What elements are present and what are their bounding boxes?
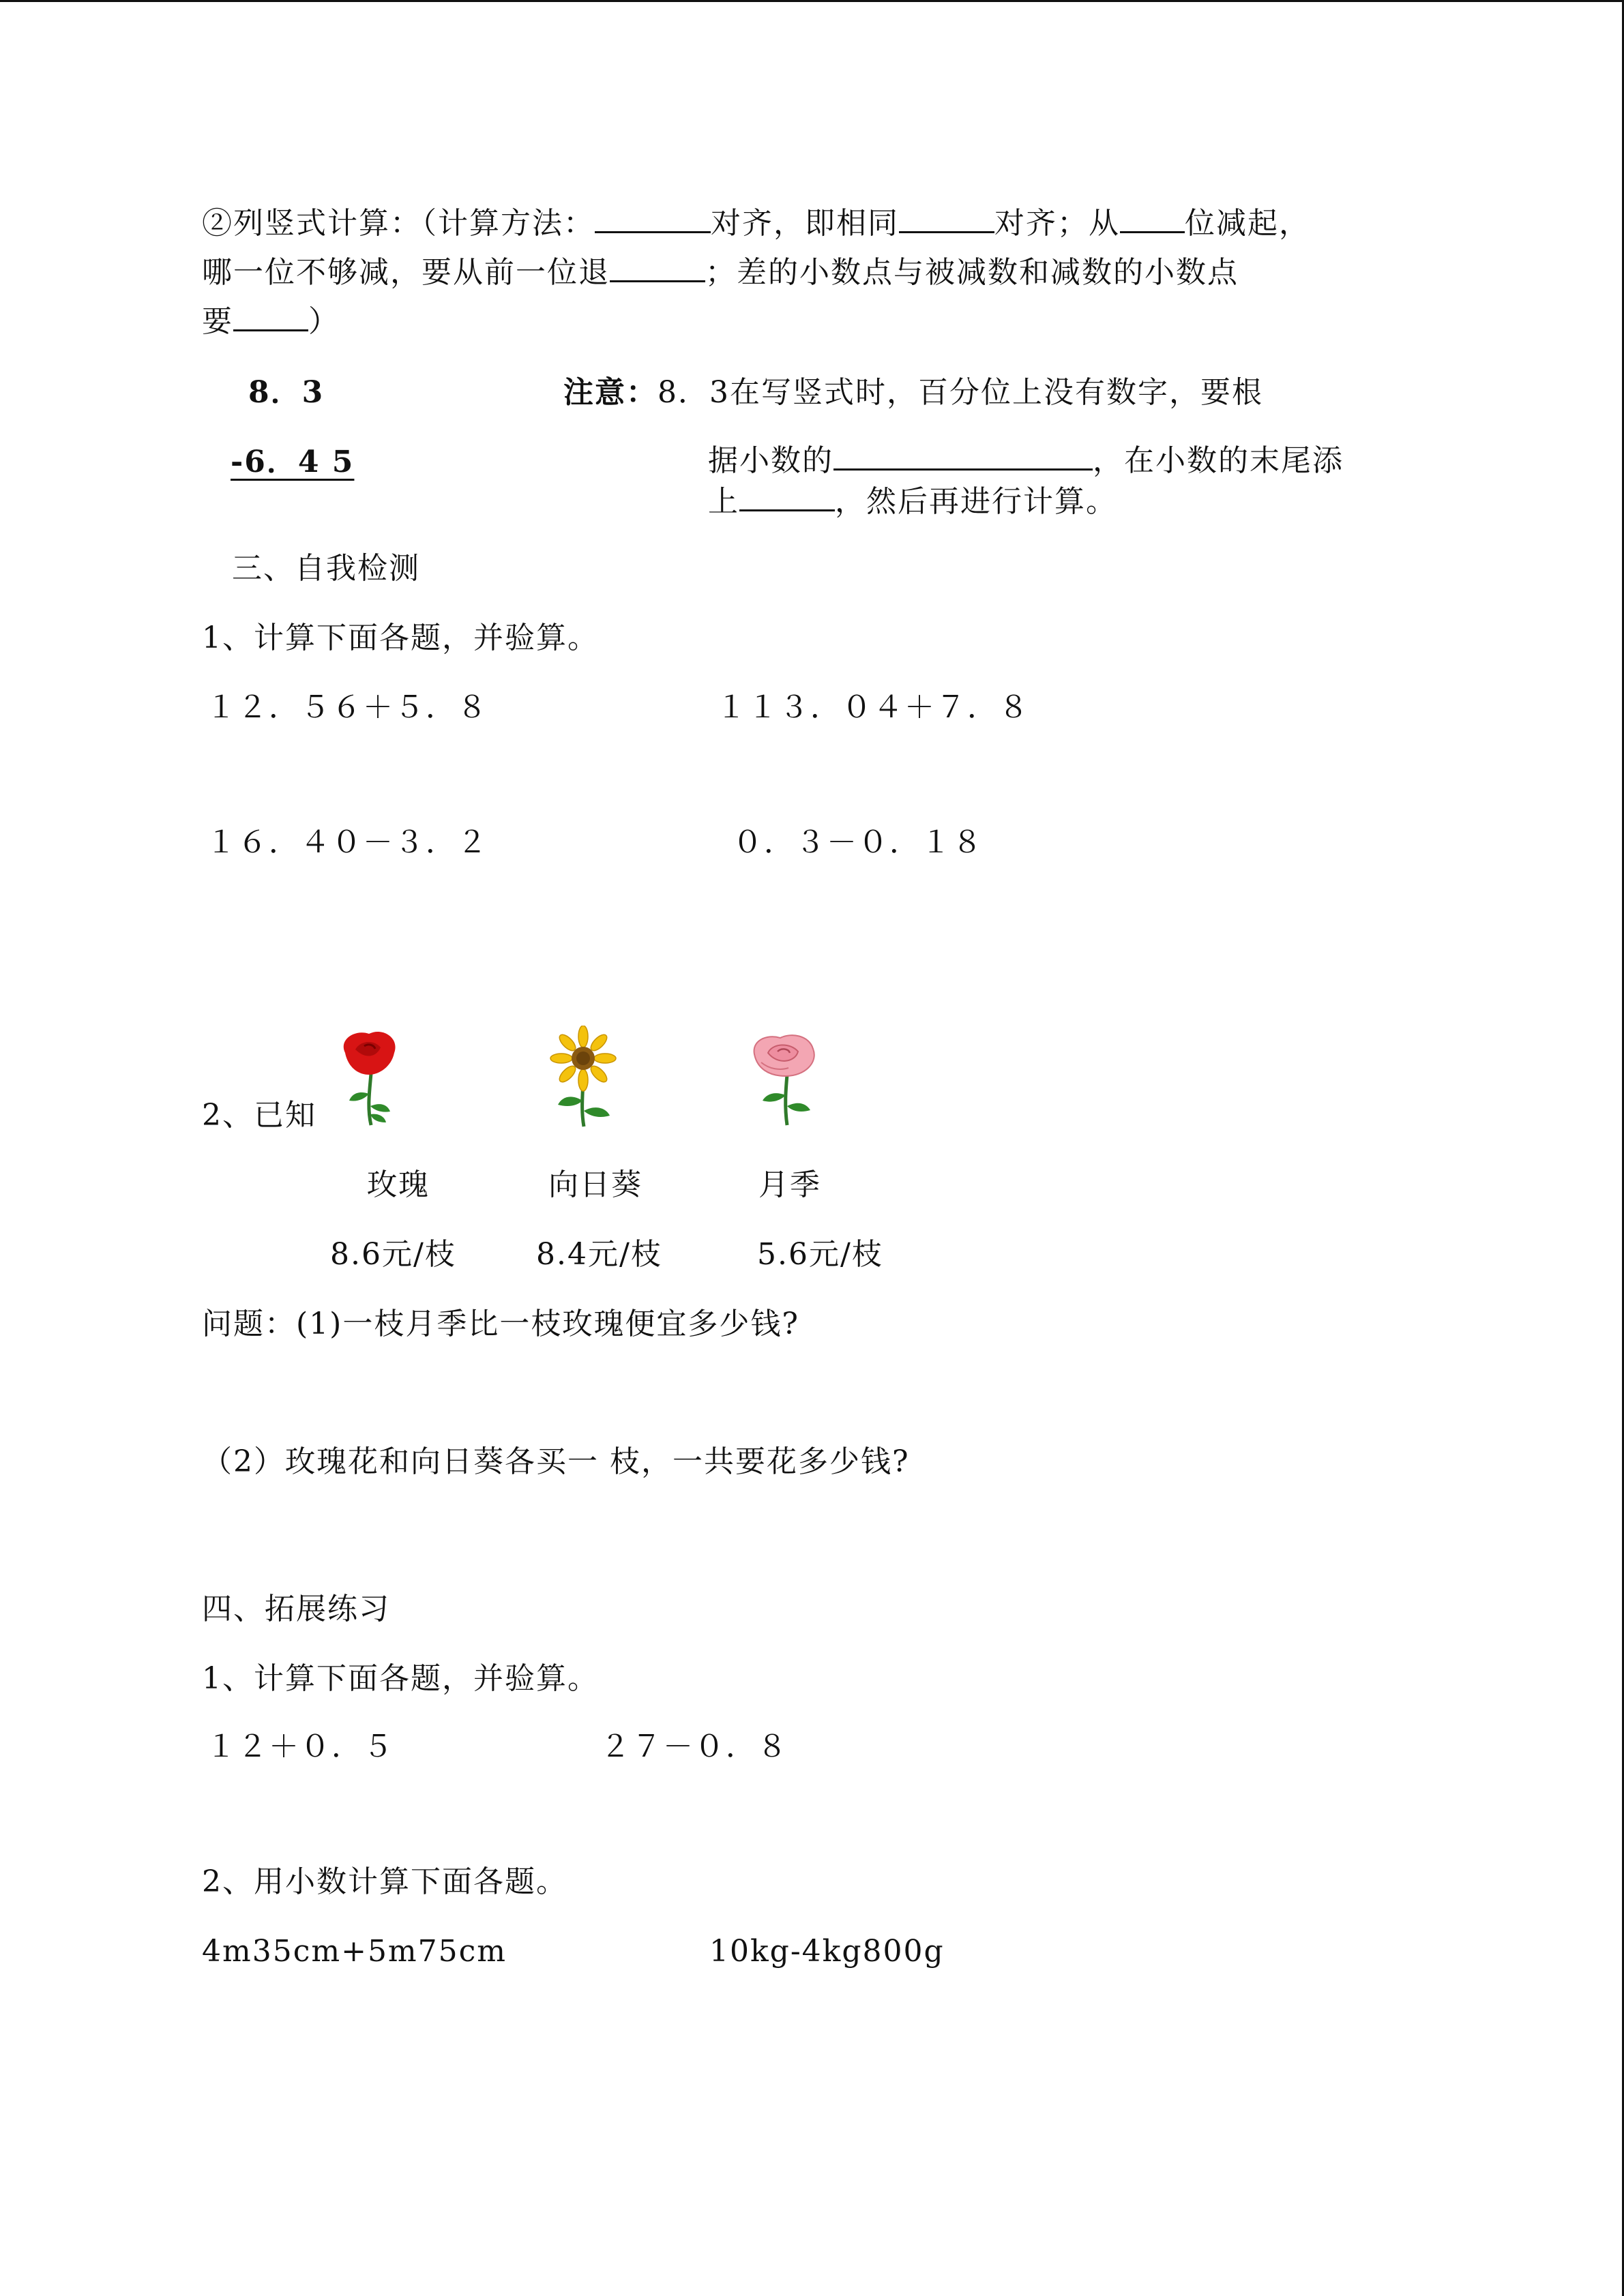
expr-2: １１３．０４＋７．８	[716, 690, 1030, 725]
question-2: （2）玫瑰花和向日葵各买一 枝，一共要花多少钱?	[202, 1444, 910, 1479]
blank-start-digit[interactable]	[1120, 204, 1185, 233]
flower-name-sunflower: 向日葵	[548, 1167, 643, 1202]
method-line-2	[202, 252, 1239, 293]
method-line-1	[202, 203, 1310, 244]
known-label: 2、已知	[202, 1098, 316, 1133]
note-label: 注意：	[563, 375, 658, 410]
vertical-subtrahend: -6．4 5	[231, 445, 355, 479]
page-top-border	[0, 0, 1624, 2]
method-text-3: 对齐；从	[994, 206, 1120, 241]
method-text-7: 要	[202, 304, 233, 339]
note-line-2	[708, 441, 1344, 481]
method-text-2: 对齐，即相同	[711, 206, 899, 241]
expr-3: １６．４０－３．２	[206, 825, 488, 860]
extension-expr-2: ２７－０．８	[600, 1729, 788, 1764]
method-text-6: ；差的小数点与被减数和减数的小数点	[705, 255, 1239, 290]
method-text-1: ②列竖式计算：（计算方法：	[202, 206, 595, 241]
self-check-heading: 三、自我检测	[232, 551, 420, 586]
vertical-minuend: 8．3	[248, 375, 325, 410]
price-sunflower: 8.4元/枝	[536, 1237, 662, 1272]
blank-borrow[interactable]	[610, 253, 705, 282]
method-line-3	[202, 301, 340, 342]
blank-point-rule[interactable]	[233, 302, 308, 331]
self-check-q1: 1、计算下面各题，并验算。	[202, 621, 599, 655]
question-1: 问题：(1)一枝月季比一枝玫瑰便宜多少钱?	[202, 1307, 799, 1341]
method-text-4: 位减起，	[1185, 206, 1310, 241]
blank-decimal-property[interactable]	[833, 441, 1093, 471]
note-text-5: ，然后再进行计算。	[835, 484, 1117, 519]
blank-align-1[interactable]	[595, 204, 711, 233]
sunflower-icon	[546, 1026, 621, 1128]
blank-append-zero[interactable]	[739, 482, 835, 511]
extension-q2: 2、用小数计算下面各题。	[202, 1864, 567, 1899]
method-text-5: 哪一位不够减，要从前一位退	[202, 255, 610, 290]
method-text-8: ）	[308, 304, 340, 339]
extension-expr-1: １２＋０．５	[206, 1729, 394, 1764]
unit-expr-1: 4m35cm+5m75cm	[202, 1934, 507, 1969]
china-rose-icon	[748, 1032, 823, 1128]
rose-icon	[331, 1026, 407, 1128]
flower-name-rose: 玫瑰	[367, 1167, 430, 1202]
extension-q1: 1、计算下面各题，并验算。	[202, 1661, 599, 1696]
expr-4: ０．３－０．１８	[733, 825, 984, 860]
price-rose: 8.6元/枝	[330, 1237, 456, 1272]
unit-expr-2: 10kg-4kg800g	[709, 1934, 945, 1969]
expr-1: １２．５６＋５．８	[206, 690, 488, 725]
extension-heading: 四、拓展练习	[202, 1592, 390, 1626]
note-text-4: 上	[708, 484, 739, 519]
note-line-1	[563, 372, 1263, 413]
blank-align-2[interactable]	[899, 204, 994, 233]
note-text-2: 据小数的	[708, 443, 833, 478]
note-text-3: ，在小数的末尾添	[1093, 443, 1344, 478]
flower-name-china-rose: 月季	[758, 1167, 821, 1202]
note-line-3	[708, 481, 1117, 522]
price-china-rose: 5.6元/枝	[757, 1237, 883, 1272]
note-text-1: 8．3在写竖式时，百分位上没有数字，要根	[658, 375, 1263, 410]
